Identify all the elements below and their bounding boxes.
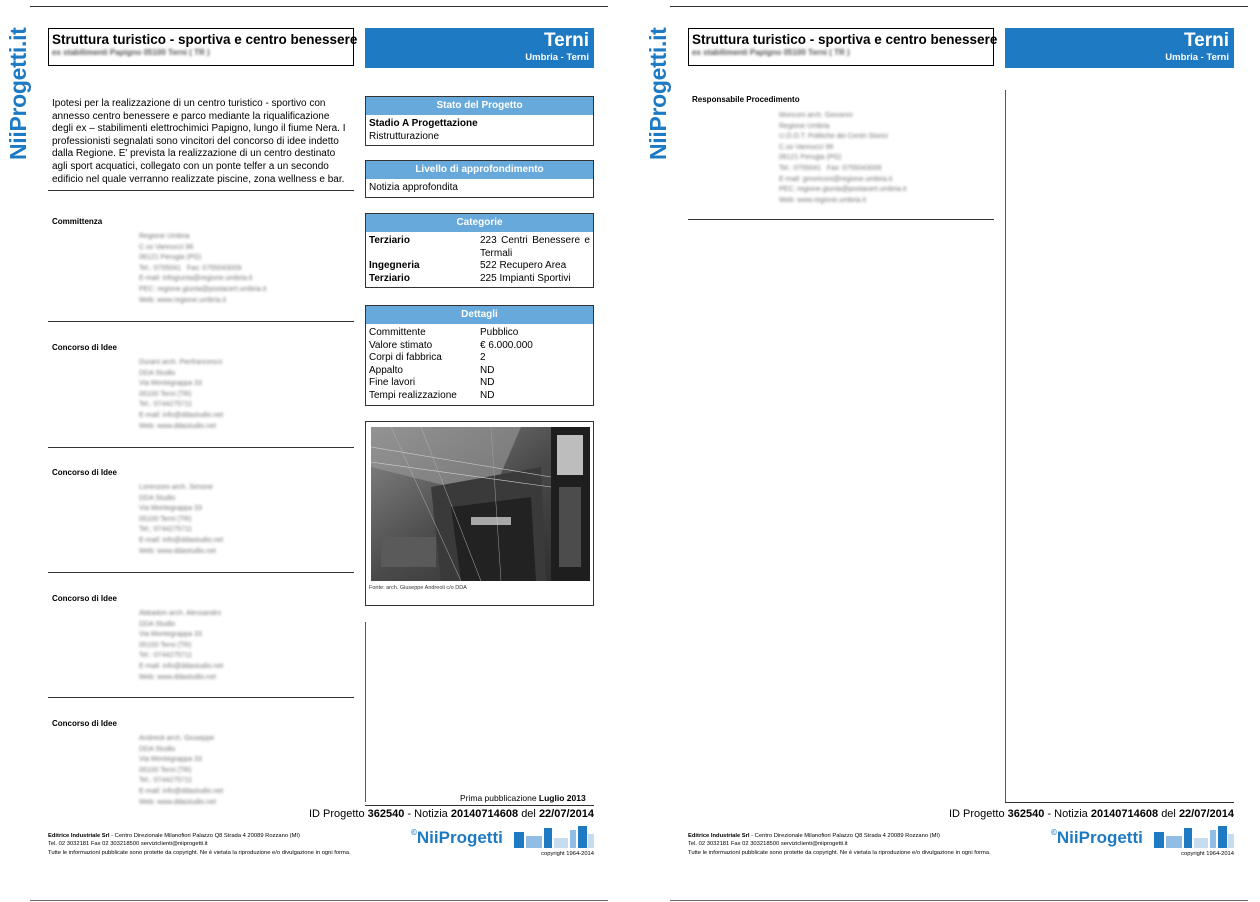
categorie-panel [365,213,594,288]
dettaglio-value: ND [480,364,495,376]
contact-details: Lorenzoni arch. Simone DDA Studio Via Montegrappa 33 05100 Terni (TR) Tel.: 0744275711 E-mail: info@ddastudio.net Web: www.ddastudio.net [139,484,224,555]
project-subtitle: ex stabilimenti Papigno 05100 Terni ( TR ) [692,48,850,57]
dettaglio-value: Pubblico [480,327,519,338]
divider [48,447,354,448]
project-rendering-image [371,427,590,581]
buildings-logo-icon [1154,826,1234,848]
del-label: del [1161,808,1176,820]
dettaglio-key: Fine lavori [369,377,416,389]
publication-date: Luglio 2013 [538,793,586,803]
categoria-value: 223 Centri Benessere e Termali [480,235,590,259]
footer-logo [1051,828,1143,848]
footer-text [688,832,991,857]
dettaglio-value: € 6.000.000 [480,339,533,351]
publication-label: Prima pubblicazione [460,793,537,803]
region-name: Umbria - Terni [1165,52,1229,63]
notizia-value: 20140714608 [450,808,519,820]
document-page-2 [640,0,1260,902]
project-title: Struttura turistico - sportiva e centro benessere [52,32,358,47]
dettaglio-value: ND [480,389,495,401]
contact-role: Concorso di Idee [52,468,117,477]
responsabile-details: Moriconi arch. Giovanni Regione Umbria U.O.O.T. Politiche dei Centri Storici C.so Vannucci 96 06121 Perugia (PG) Tel.: 0755041 Fax: 0755043009 E-mail: gmoriconi@regione.umbria.it PEC: regione.giunta@postacert.umbria.it Web: www.regione.umbria.it [779,112,907,204]
city-box [365,28,594,68]
dettaglio-row [369,377,590,390]
id-value: 362540 [367,808,405,820]
vertical-logo-text: NiiProgetti.it [5,27,31,160]
city-name: Terni [543,30,589,51]
categoria-value: 522 Recupero Area [480,260,567,272]
dettaglio-key: Corpi di fabbrica [369,352,442,364]
footer-address: - Centro Direzionale Milanofiori Palazzo Q8 Strada 4 20089 Rozzano (MI) [109,833,300,839]
city-box [1005,28,1234,68]
categoria-value: 225 Impianti Sportivi [480,272,571,284]
dettaglio-row [369,352,590,365]
top-rule [30,6,608,7]
categorie-header: Categorie [366,214,593,232]
region-name: Umbria - Terni [525,52,589,63]
dettaglio-row [369,340,590,353]
categoria-sector: Terziario [369,235,410,246]
contact-role: Concorso di Idee [52,719,117,728]
vertical-logo [645,27,671,160]
notizia-label: - Notizia [1047,808,1088,820]
contact-details: Andreoli arch. Giuseppe DDA Studio Via Montegrappa 33 05100 Terni (TR) Tel.: 0744275711 E-mail: info@ddastudio.net Web: www.ddastudio.net [139,735,224,806]
id-line [949,808,1234,820]
contact-committenza [52,217,266,306]
notizia-date: 22/07/2014 [1178,808,1234,820]
footer-company: Editrice Industriale Srl [48,833,110,839]
contact-details: Regione Umbria C.so Vannucci 96 06121 Perugia (PG) Tel.: 0755041 Fax: 0755043009 E-mail: infogiunta@regione.umbria.it PEC: regione.giunta@postacert.umbria.it Web: www.regione.umbria.it [139,233,267,304]
footer-contacts: Tel. 02 3032181 Fax 02 303218500 serviziclienti@niiprogetti.it [688,841,848,848]
livello-header: Livello di approfondimento [366,161,593,179]
project-photo-box [365,421,594,606]
bottom-rule [30,900,608,901]
contact-concorso-3 [52,594,223,683]
column-rule [365,622,366,802]
footer-address: - Centro Direzionale Milanofiori Palazzo Q8 Strada 4 20089 Rozzano (MI) [749,833,940,839]
divider [688,219,994,220]
dettaglio-value: 2 [480,352,486,364]
footer-text [48,832,351,857]
footer-company: Editrice Industriale Srl [688,833,750,839]
footer-logo-text: NiiProgetti [1056,828,1143,847]
contact-role: Committenza [52,217,103,226]
contact-details: Abbadori arch. Alessandro DDA Studio Via Montegrappa 33 05100 Terni (TR) Tel.: 0744275711 E-mail: info@ddastudio.net Web: www.ddastudio.net [139,610,224,681]
publication-line [460,793,586,803]
contact-concorso-2 [52,468,223,557]
dettaglio-row [369,390,590,403]
photo-caption: Fonte: arch. Giuseppe Andreoli c/o DDA [369,585,467,591]
title-box [688,28,998,66]
id-line [309,808,594,820]
column-rule [1005,90,1006,802]
livello-panel [365,160,594,198]
contact-concorso-4 [52,719,223,808]
top-rule [670,6,1248,7]
project-description: Ipotesi per la realizzazione di un centro turistico - sportivo con annesso centro benessere e parco mediante la riqualificazione degli ex – stabilimenti elettrochimici Papigno, lungo il fiume Nera. I professionisti segnalati sono vincitori del concorso di idee indetto dalla Regione. E' prevista la realizzazione di un centro destinato agli sport acquatici, collegato con un ponte telfer a un secondo edificio nel quale verranno realizzate piscine, zona wellness e bar. [52,98,346,185]
stato-header: Stato del Progetto [366,97,593,115]
stato-panel [365,96,594,146]
footer-logo-mark: © [411,828,417,837]
stato-stage: Stadio A Progettazione [369,118,478,129]
dettagli-header: Dettagli [366,306,593,324]
divider [365,805,594,806]
categoria-row [369,260,590,273]
livello-value: Notizia approfondita [369,182,458,193]
dettaglio-value: ND [480,377,495,389]
categoria-row [369,273,590,286]
categoria-row [369,235,590,260]
notizia-label: - Notizia [407,808,448,820]
notizia-date: 22/07/2014 [538,808,594,820]
footer-logo-mark: © [1051,828,1057,837]
categoria-sector: Ingegneria [369,260,420,272]
project-subtitle: ex stabilimenti Papigno 05100 Terni ( TR ) [52,48,210,57]
divider [48,697,354,698]
stato-type: Ristrutturazione [369,130,440,142]
contact-role: Concorso di Idee [52,594,117,603]
bottom-rule [670,900,1248,901]
copyright: copyright 1964-2014 [1181,851,1234,857]
project-title: Struttura turistico - sportiva e centro benessere [692,32,998,47]
dettaglio-key: Valore stimato [369,339,433,351]
dettagli-panel [365,305,594,406]
dettaglio-row [369,365,590,378]
dettaglio-key: Tempi realizzazione [369,389,457,401]
footer-rights: Tutte le informazioni pubblicate sono protette da copyright. Ne è vietata la riproduzione e/o divulgazione in ogni forma. [48,849,351,856]
notizia-value: 20140714608 [1090,808,1159,820]
contact-details: Durant arch. Pierfrancesco DDA Studio Via Montegrappa 33 05100 Terni (TR) Tel.: 0744275711 E-mail: info@ddastudio.net Web: www.ddastudio.net [139,359,224,430]
footer-contacts: Tel. 02 3032181 Fax 02 303218500 serviziclienti@niiprogetti.it [48,841,208,848]
footer-logo [411,828,503,848]
footer-rights: Tutte le informazioni pubblicate sono protette da copyright. Ne è vietata la riproduzione e/o divulgazione in ogni forma. [688,849,991,856]
city-name: Terni [1183,30,1229,51]
responsabile-header: Responsabile Procedimento [692,95,800,104]
divider [1005,802,1234,803]
id-label: ID Progetto [308,808,365,820]
categoria-sector: Terziario [369,272,410,284]
dettaglio-row [369,327,590,340]
buildings-logo-icon [514,826,594,848]
footer-logo-text: NiiProgetti [416,828,503,847]
title-box [48,28,358,66]
dettaglio-key: Committente [369,327,426,338]
copyright: copyright 1964-2014 [541,851,594,857]
id-value: 362540 [1007,808,1045,820]
dettaglio-key: Appalto [369,364,403,376]
contact-concorso-1 [52,343,223,432]
id-label: ID Progetto [948,808,1005,820]
divider [48,190,354,191]
vertical-logo-text: NiiProgetti.it [645,27,671,160]
vertical-logo [5,27,31,160]
divider [48,321,354,322]
del-label: del [521,808,536,820]
responsabile-section [692,95,906,206]
contact-role: Concorso di Idee [52,343,117,352]
divider [48,572,354,573]
